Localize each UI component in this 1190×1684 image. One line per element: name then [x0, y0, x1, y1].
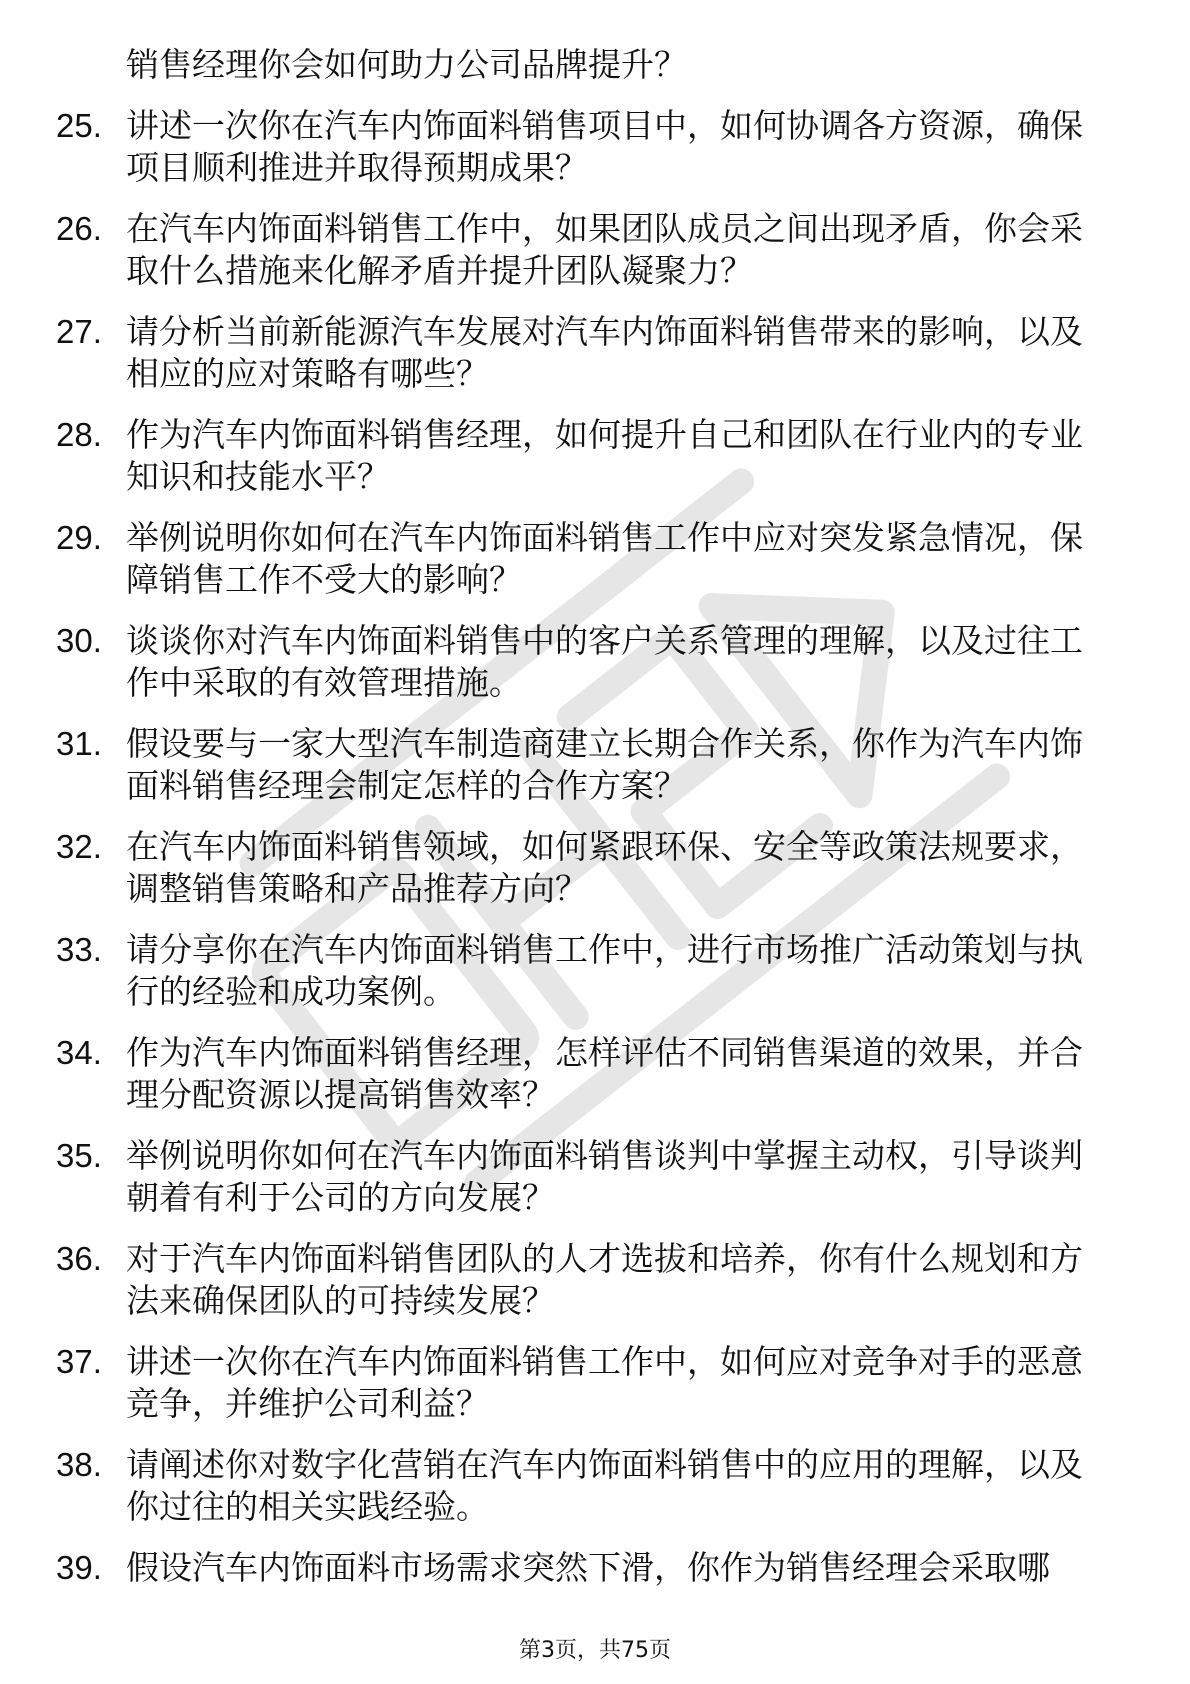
item-text: 谈谈你对汽车内饰面料销售中的客户关系管理的理解，以及过往工作中采取的有效管理措施。: [126, 621, 1083, 702]
item-text: 在汽车内饰面料销售工作中，如果团队成员之间出现矛盾，你会采取什么措施来化解矛盾并提升团队凝聚力？: [126, 209, 1083, 290]
item-number: 32.: [56, 828, 102, 865]
item-number: 36.: [56, 1240, 102, 1277]
page-footer: [0, 1637, 1190, 1665]
item-number: 25.: [56, 107, 102, 144]
list-item: [0, 620, 1096, 704]
item-text: 请阐述你对数字化营销在汽车内饰面料销售中的应用的理解，以及你过往的相关实践经验。: [126, 1445, 1083, 1526]
item-text: 举例说明你如何在汽车内饰面料销售谈判中掌握主动权，引导谈判朝着有利于公司的方向发展？: [126, 1136, 1083, 1217]
list-item: [0, 105, 1096, 189]
item-number: 38.: [56, 1446, 102, 1483]
item-text: 请分享你在汽车内饰面料销售工作中，进行市场推广活动策划与执行的经验和成功案例。: [126, 930, 1083, 1011]
list-item: [0, 1135, 1096, 1219]
list-item: [0, 1444, 1096, 1528]
item-text: 请分析当前新能源汽车发展对汽车内饰面料销售带来的影响，以及相应的应对策略有哪些？: [126, 312, 1083, 393]
continuation-text: [0, 44, 1096, 86]
item-number: 37.: [56, 1343, 102, 1380]
item-text: 作为汽车内饰面料销售经理，如何提升自己和团队在行业内的专业知识和技能水平？: [126, 415, 1083, 496]
item-text: 假设汽车内饰面料市场需求突然下滑，你作为销售经理会采取哪: [126, 1548, 1050, 1587]
item-number: 26.: [56, 210, 102, 247]
item-text: 假设要与一家大型汽车制造商建立长期合作关系，你作为汽车内饰面料销售经理会制定怎样的合作方案？: [126, 724, 1083, 805]
list-item: [0, 929, 1096, 1013]
item-number: 33.: [56, 931, 102, 968]
list-item: [0, 311, 1096, 395]
item-number: 35.: [56, 1137, 102, 1174]
question-list: [0, 44, 1190, 1608]
list-item: [0, 1547, 1096, 1589]
list-item: [0, 517, 1096, 601]
list-item: [0, 208, 1096, 292]
item-text: 在汽车内饰面料销售领域，如何紧跟环保、安全等政策法规要求，调整销售策略和产品推荐方向？: [126, 827, 1083, 908]
list-item: [0, 414, 1096, 498]
item-number: 31.: [56, 725, 102, 762]
item-number: 27.: [56, 313, 102, 350]
item-text: 讲述一次你在汽车内饰面料销售工作中，如何应对竞争对手的恶意竞争，并维护公司利益？: [126, 1342, 1083, 1423]
list-item: [0, 1341, 1096, 1425]
list-item: [0, 723, 1096, 807]
item-text: 对于汽车内饰面料销售团队的人才选拔和培养，你有什么规划和方法来确保团队的可持续发展？: [126, 1239, 1083, 1320]
item-number: 30.: [56, 622, 102, 659]
continuation-line: 销售经理你会如何助力公司品牌提升？: [126, 45, 687, 84]
item-number: 34.: [56, 1034, 102, 1071]
item-text: 讲述一次你在汽车内饰面料销售项目中，如何协调各方资源，确保项目顺利推进并取得预期成果？: [126, 106, 1083, 187]
list-item: [0, 826, 1096, 910]
item-number: 28.: [56, 416, 102, 453]
list-item: [0, 1238, 1096, 1322]
item-number: 39.: [56, 1549, 102, 1586]
page-number: 第3页，共75页: [519, 1638, 671, 1663]
item-text: 作为汽车内饰面料销售经理，怎样评估不同销售渠道的效果，并合理分配资源以提高销售效率？: [126, 1033, 1083, 1114]
item-number: 29.: [56, 519, 102, 556]
item-text: 举例说明你如何在汽车内饰面料销售工作中应对突发紧急情况，保障销售工作不受大的影响？: [126, 518, 1083, 599]
list-item: [0, 1032, 1096, 1116]
